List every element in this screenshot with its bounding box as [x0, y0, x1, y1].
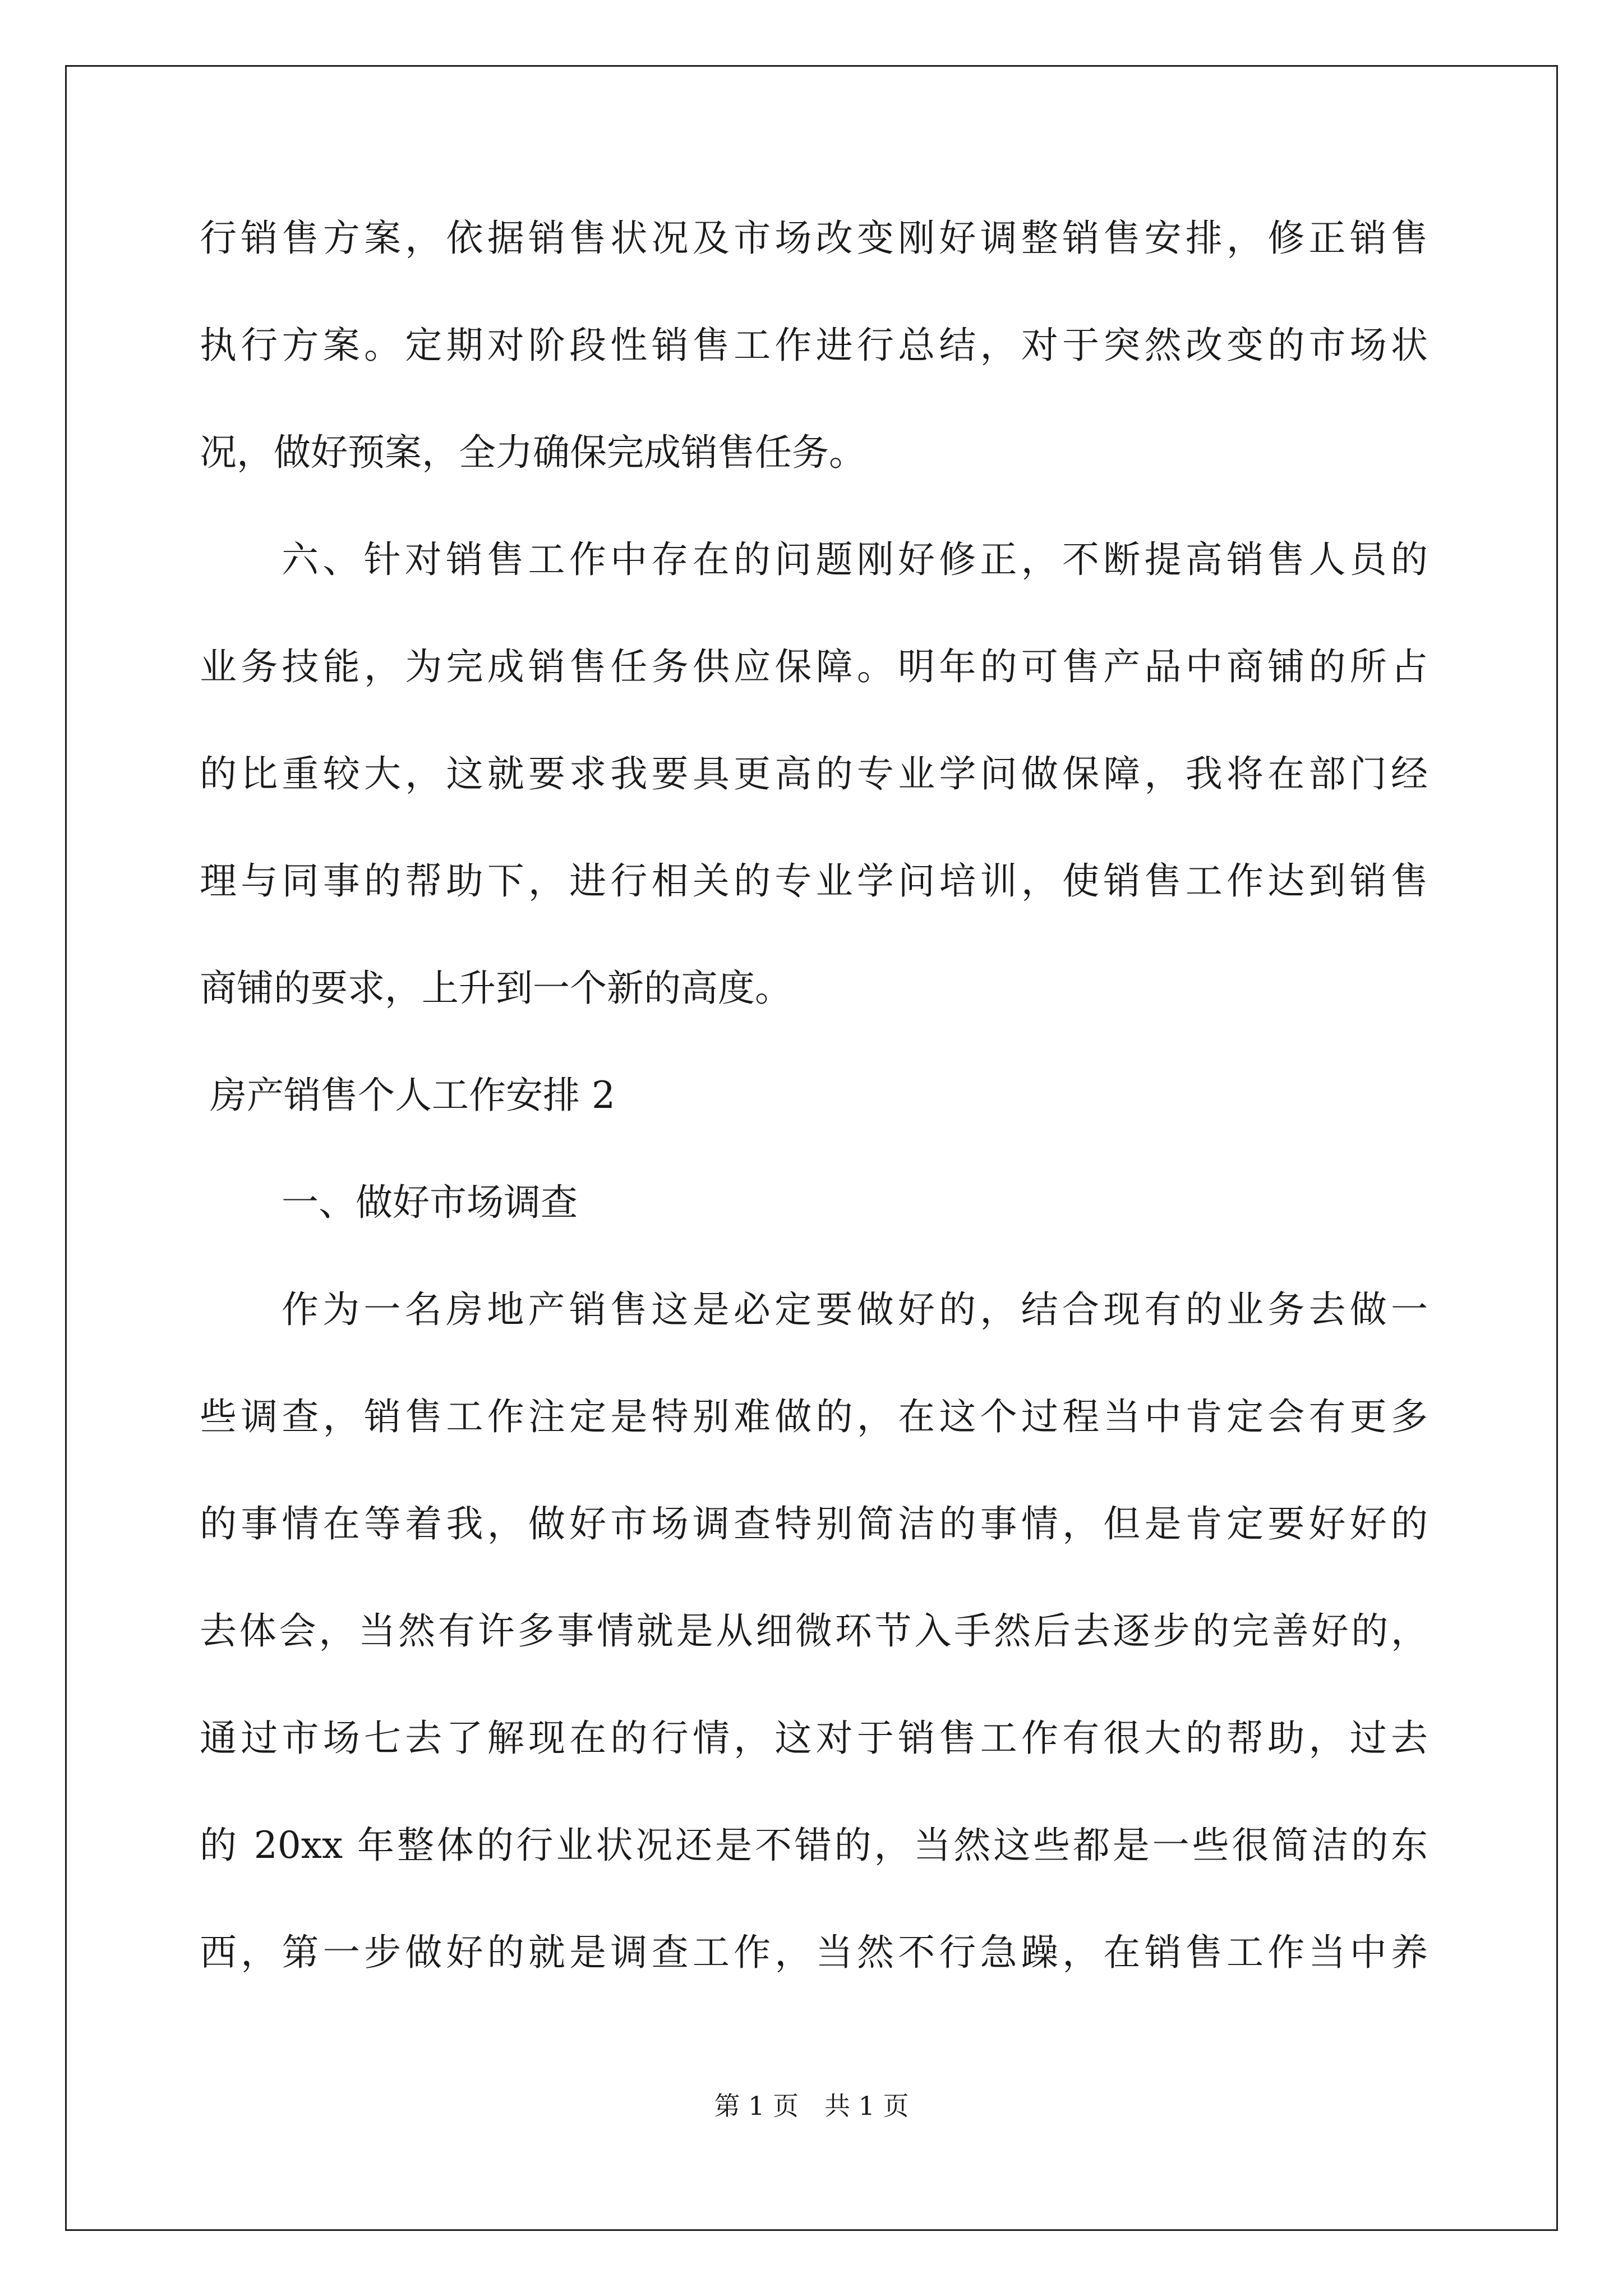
paragraph-line: 的 20xx 年整体的行业状况还是不错的，当然这些都是一些很简洁的东 — [200, 1824, 1428, 1867]
paragraph-line: 去体会，当然有许多事情就是从细微环节入手然后去逐步的完善好的， — [200, 1609, 1428, 1653]
section-heading: 房产销售个人工作安排 2 — [210, 1074, 615, 1117]
paragraph-line: 理与同事的帮助下，进行相关的专业学问培训，使销售工作达到销售 — [200, 859, 1428, 903]
paragraph-line: 作为一名房地产销售这是必定要做好的，结合现有的业务去做一 — [282, 1288, 1428, 1331]
subsection-heading: 一、做好市场调查 — [282, 1181, 578, 1224]
document-body — [200, 208, 1428, 2029]
page-number: 第 1 页 — [714, 2091, 799, 2121]
paragraph-line: 业务技能，为完成销售任务供应保障。明年的可售产品中商铺的所占 — [200, 645, 1428, 688]
paragraph-line: 行销售方案，依据销售状况及市场改变刚好调整销售安排，修正销售 — [200, 217, 1428, 260]
paragraph-line: 的事情在等着我，做好市场调查特别简洁的事情，但是肯定要好好的 — [200, 1502, 1428, 1545]
page-total: 共 1 页 — [824, 2091, 909, 2121]
paragraph-line: 的比重较大，这就要求我要具更高的专业学问做保障，我将在部门经 — [200, 752, 1428, 795]
paragraph-line: 况，做好预案，全力确保完成销售任务。 — [200, 431, 866, 474]
paragraph-line: 商铺的要求，上升到一个新的高度。 — [200, 967, 792, 1010]
page-footer — [0, 2089, 1623, 2123]
paragraph-line: 通过市场七去了解现在的行情，这对于销售工作有很大的帮助，过去 — [200, 1717, 1428, 1760]
paragraph-line: 西，第一步做好的就是调查工作，当然不行急躁，在销售工作当中养 — [200, 1931, 1428, 1974]
paragraph-line: 执行方案。定期对阶段性销售工作进行总结，对于突然改变的市场状 — [200, 324, 1428, 367]
paragraph-line: 些调查，销售工作注定是特别难做的，在这个过程当中肯定会有更多 — [200, 1395, 1428, 1438]
paragraph-line: 六、针对销售工作中存在的问题刚好修正，不断提高销售人员的 — [282, 538, 1428, 581]
